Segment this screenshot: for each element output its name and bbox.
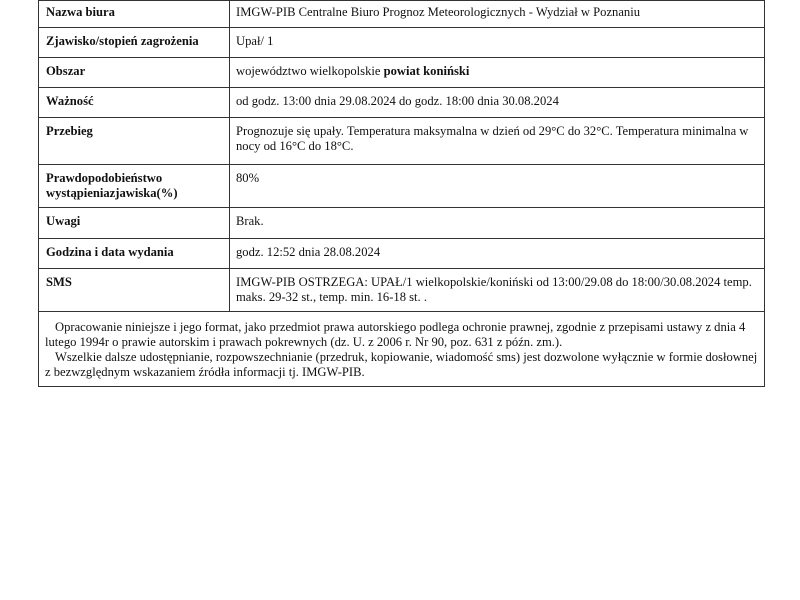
value-probability: 80%	[230, 165, 765, 208]
label-probability: Prawdopodobieństwo wystąpieniazjawiska(%)	[39, 165, 230, 208]
table-row-validity	[39, 88, 765, 118]
value-area-county: powiat koniński	[383, 64, 470, 78]
label-phenomenon: Zjawisko/stopień zagrożenia	[39, 28, 230, 58]
table-row-probability	[39, 165, 765, 208]
value-course: Prognozuje się upały. Temperatura maksymalna w dzień od 29°C do 32°C. Temperatura minimalna w nocy od 16°C do 18°C.	[230, 118, 765, 165]
label-notes: Uwagi	[39, 208, 230, 239]
label-course: Przebieg	[39, 118, 230, 165]
label-sms: SMS	[39, 269, 230, 312]
warning-document	[38, 0, 765, 387]
label-validity: Ważność	[39, 88, 230, 118]
value-office: IMGW-PIB Centralne Biuro Prognoz Meteorologicznych - Wydział w Poznaniu	[230, 1, 765, 28]
copyright-notice	[38, 312, 765, 387]
table-row-notes	[39, 208, 765, 239]
value-area	[230, 58, 765, 88]
label-area: Obszar	[39, 58, 230, 88]
value-issued: godz. 12:52 dnia 28.08.2024	[230, 239, 765, 269]
table-row-course	[39, 118, 765, 165]
value-validity: od godz. 13:00 dnia 29.08.2024 do godz. 18:00 dnia 30.08.2024	[230, 88, 765, 118]
table-row-office	[39, 1, 765, 28]
warning-table	[38, 0, 765, 312]
copyright-paragraph: Opracowanie niniejsze i jego format, jako przedmiot prawa autorskiego podlega ochronie prawnej, zgodnie z przepisami ustawy z dnia 4 lutego 1994r o prawie autorskim i prawach pokrewnych (dz. U. z 2006 r. Nr 90, poz. 631 z późn. zm.).	[45, 320, 746, 349]
label-office: Nazwa biura	[39, 1, 230, 28]
value-sms: IMGW-PIB OSTRZEGA: UPAŁ/1 wielkopolskie/koniński od 13:00/29.08 do 18:00/30.08.2024 temp. maks. 29-32 st., temp. min. 16-18 st. .	[230, 269, 765, 312]
table-row-phenomenon	[39, 28, 765, 58]
label-issued: Godzina i data wydania	[39, 239, 230, 269]
value-area-region: województwo wielkopolskie	[236, 64, 384, 78]
value-notes: Brak.	[230, 208, 765, 239]
value-phenomenon: Upał/ 1	[230, 28, 765, 58]
distribution-paragraph: Wszelkie dalsze udostępnianie, rozpowszechnianie (przedruk, kopiowanie, wiadomość sms) jest dozwolone wyłącznie w formie dosłownej z bezwzględnym wskazaniem źródła informacji tj. IMGW-PIB.	[45, 350, 758, 379]
table-row-area	[39, 58, 765, 88]
table-row-issued	[39, 239, 765, 269]
table-row-sms	[39, 269, 765, 312]
